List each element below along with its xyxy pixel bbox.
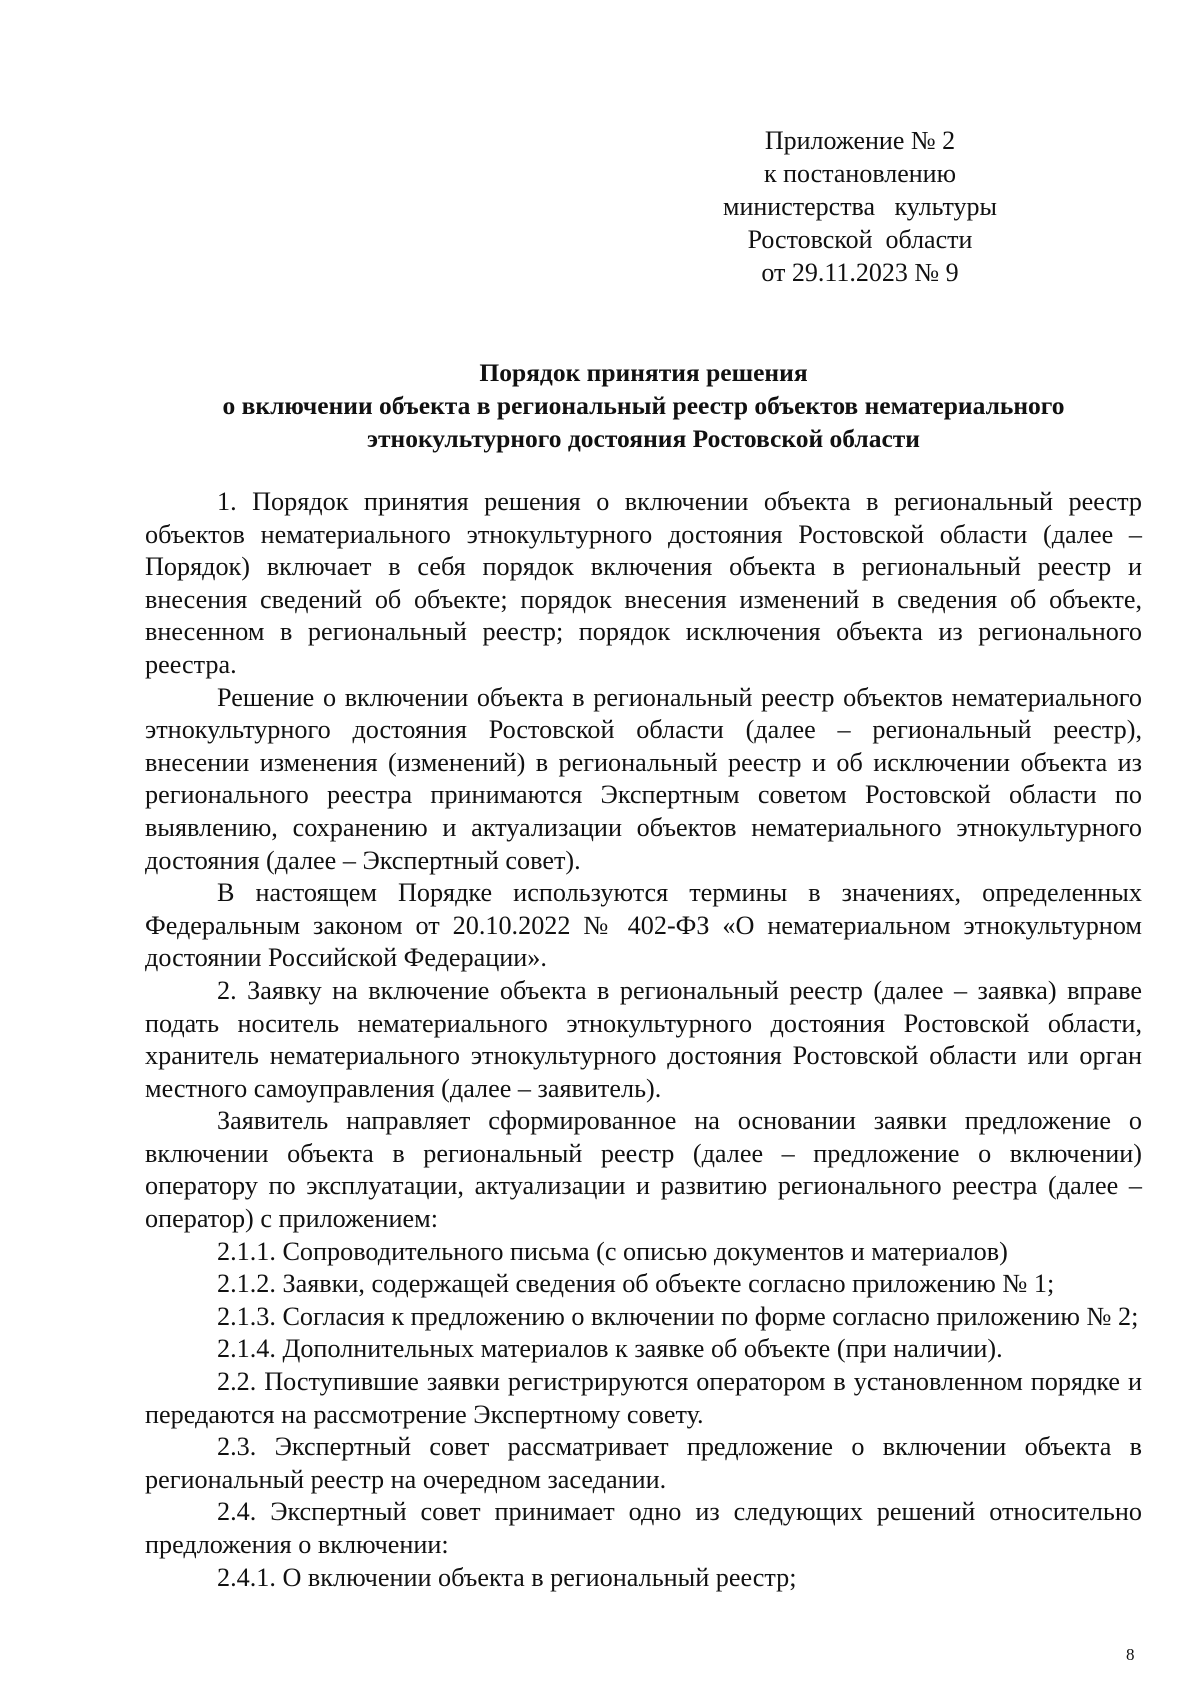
paragraph: 2.1.1. Сопроводительного письма (с описью документов и материалов) [217, 1236, 1008, 1266]
appendix-line: Приложение № 2 [764, 126, 956, 155]
appendix-line: от 29.11.2023 № 9 [761, 258, 959, 287]
paragraph: 1. Порядок принятия решения о включении объекта в региональный реестр объектов нематериального этнокультурного достояния Ростовской области (далее – Порядок) включает в себя порядок включения объекта в региональный реестр и внесения сведений об объекте; порядок внесения изменений в сведения об объекте, внесенном в региональный реестр; порядок исключения объекта из регионального реестра. [145, 487, 1142, 679]
paragraph: 2.4. Экспертный совет принимает одно из следующих решений относительно предложения о включении: [145, 1497, 1142, 1559]
paragraph: 2.2. Поступившие заявки регистрируются оператором в установленном порядке и передаются на рассмотрение Экспертному совету. [145, 1367, 1142, 1429]
appendix-line: министерства культуры [723, 192, 997, 221]
appendix-header [700, 124, 1020, 289]
title-line: этнокультурного достояния Ростовской области [366, 424, 920, 453]
title-line: о включении объекта в региональный реестр объектов нематериального [222, 391, 1065, 420]
appendix-line: Ростовской области [747, 225, 973, 254]
paragraph: 2.1.4. Дополнительных материалов к заявке об объекте (при наличии). [217, 1334, 1003, 1364]
document-body [145, 486, 1142, 1594]
paragraph: 2.4.1. О включении объекта в региональный реестр; [217, 1562, 797, 1592]
page-number: 8 [1126, 1645, 1135, 1664]
title-line: Порядок принятия решения [479, 358, 808, 387]
document-title [145, 356, 1142, 455]
appendix-line: к постановлению [763, 159, 957, 188]
paragraph: Заявитель направляет сформированное на основании заявки предложение о включении объекта в региональный реестр (далее – предложение о включении) оператору по эксплуатации, актуализации и развитию регионального реестра (далее – оператор) с приложением: [145, 1106, 1142, 1234]
paragraph: 2.3. Экспертный совет рассматривает предложение о включении объекта в региональный реестр на очередном заседании. [145, 1432, 1142, 1494]
paragraph: 2.1.3. Согласия к предложению о включении по форме согласно приложению № 2; [217, 1301, 1139, 1331]
paragraph: В настоящем Порядке используются термины в значениях, определенных Федеральным законом от 20.10.2022 № 402-ФЗ «О нематериальном этнокультурном достоянии Российской Федерации». [145, 878, 1142, 973]
paragraph: 2. Заявку на включение объекта в региональный реестр (далее – заявка) вправе подать носитель нематериального этнокультурного достояния Ростовской области, хранитель нематериального этнокультурного достояния Ростовской области или орган местного самоуправления (далее – заявитель). [145, 975, 1142, 1103]
paragraph: 2.1.2. Заявки, содержащей сведения об объекте согласно приложению № 1; [217, 1269, 1055, 1299]
paragraph: Решение о включении объекта в региональный реестр объектов нематериального этнокультурного достояния Ростовской области (далее – региональный реестр), внесении изменения (изменений) в региональный реестр и об исключении объекта из регионального реестра принимаются Экспертным советом Ростовской области по выявлению, сохранению и актуализации объектов нематериального этнокультурного достояния (далее – Экспертный совет). [145, 682, 1142, 875]
